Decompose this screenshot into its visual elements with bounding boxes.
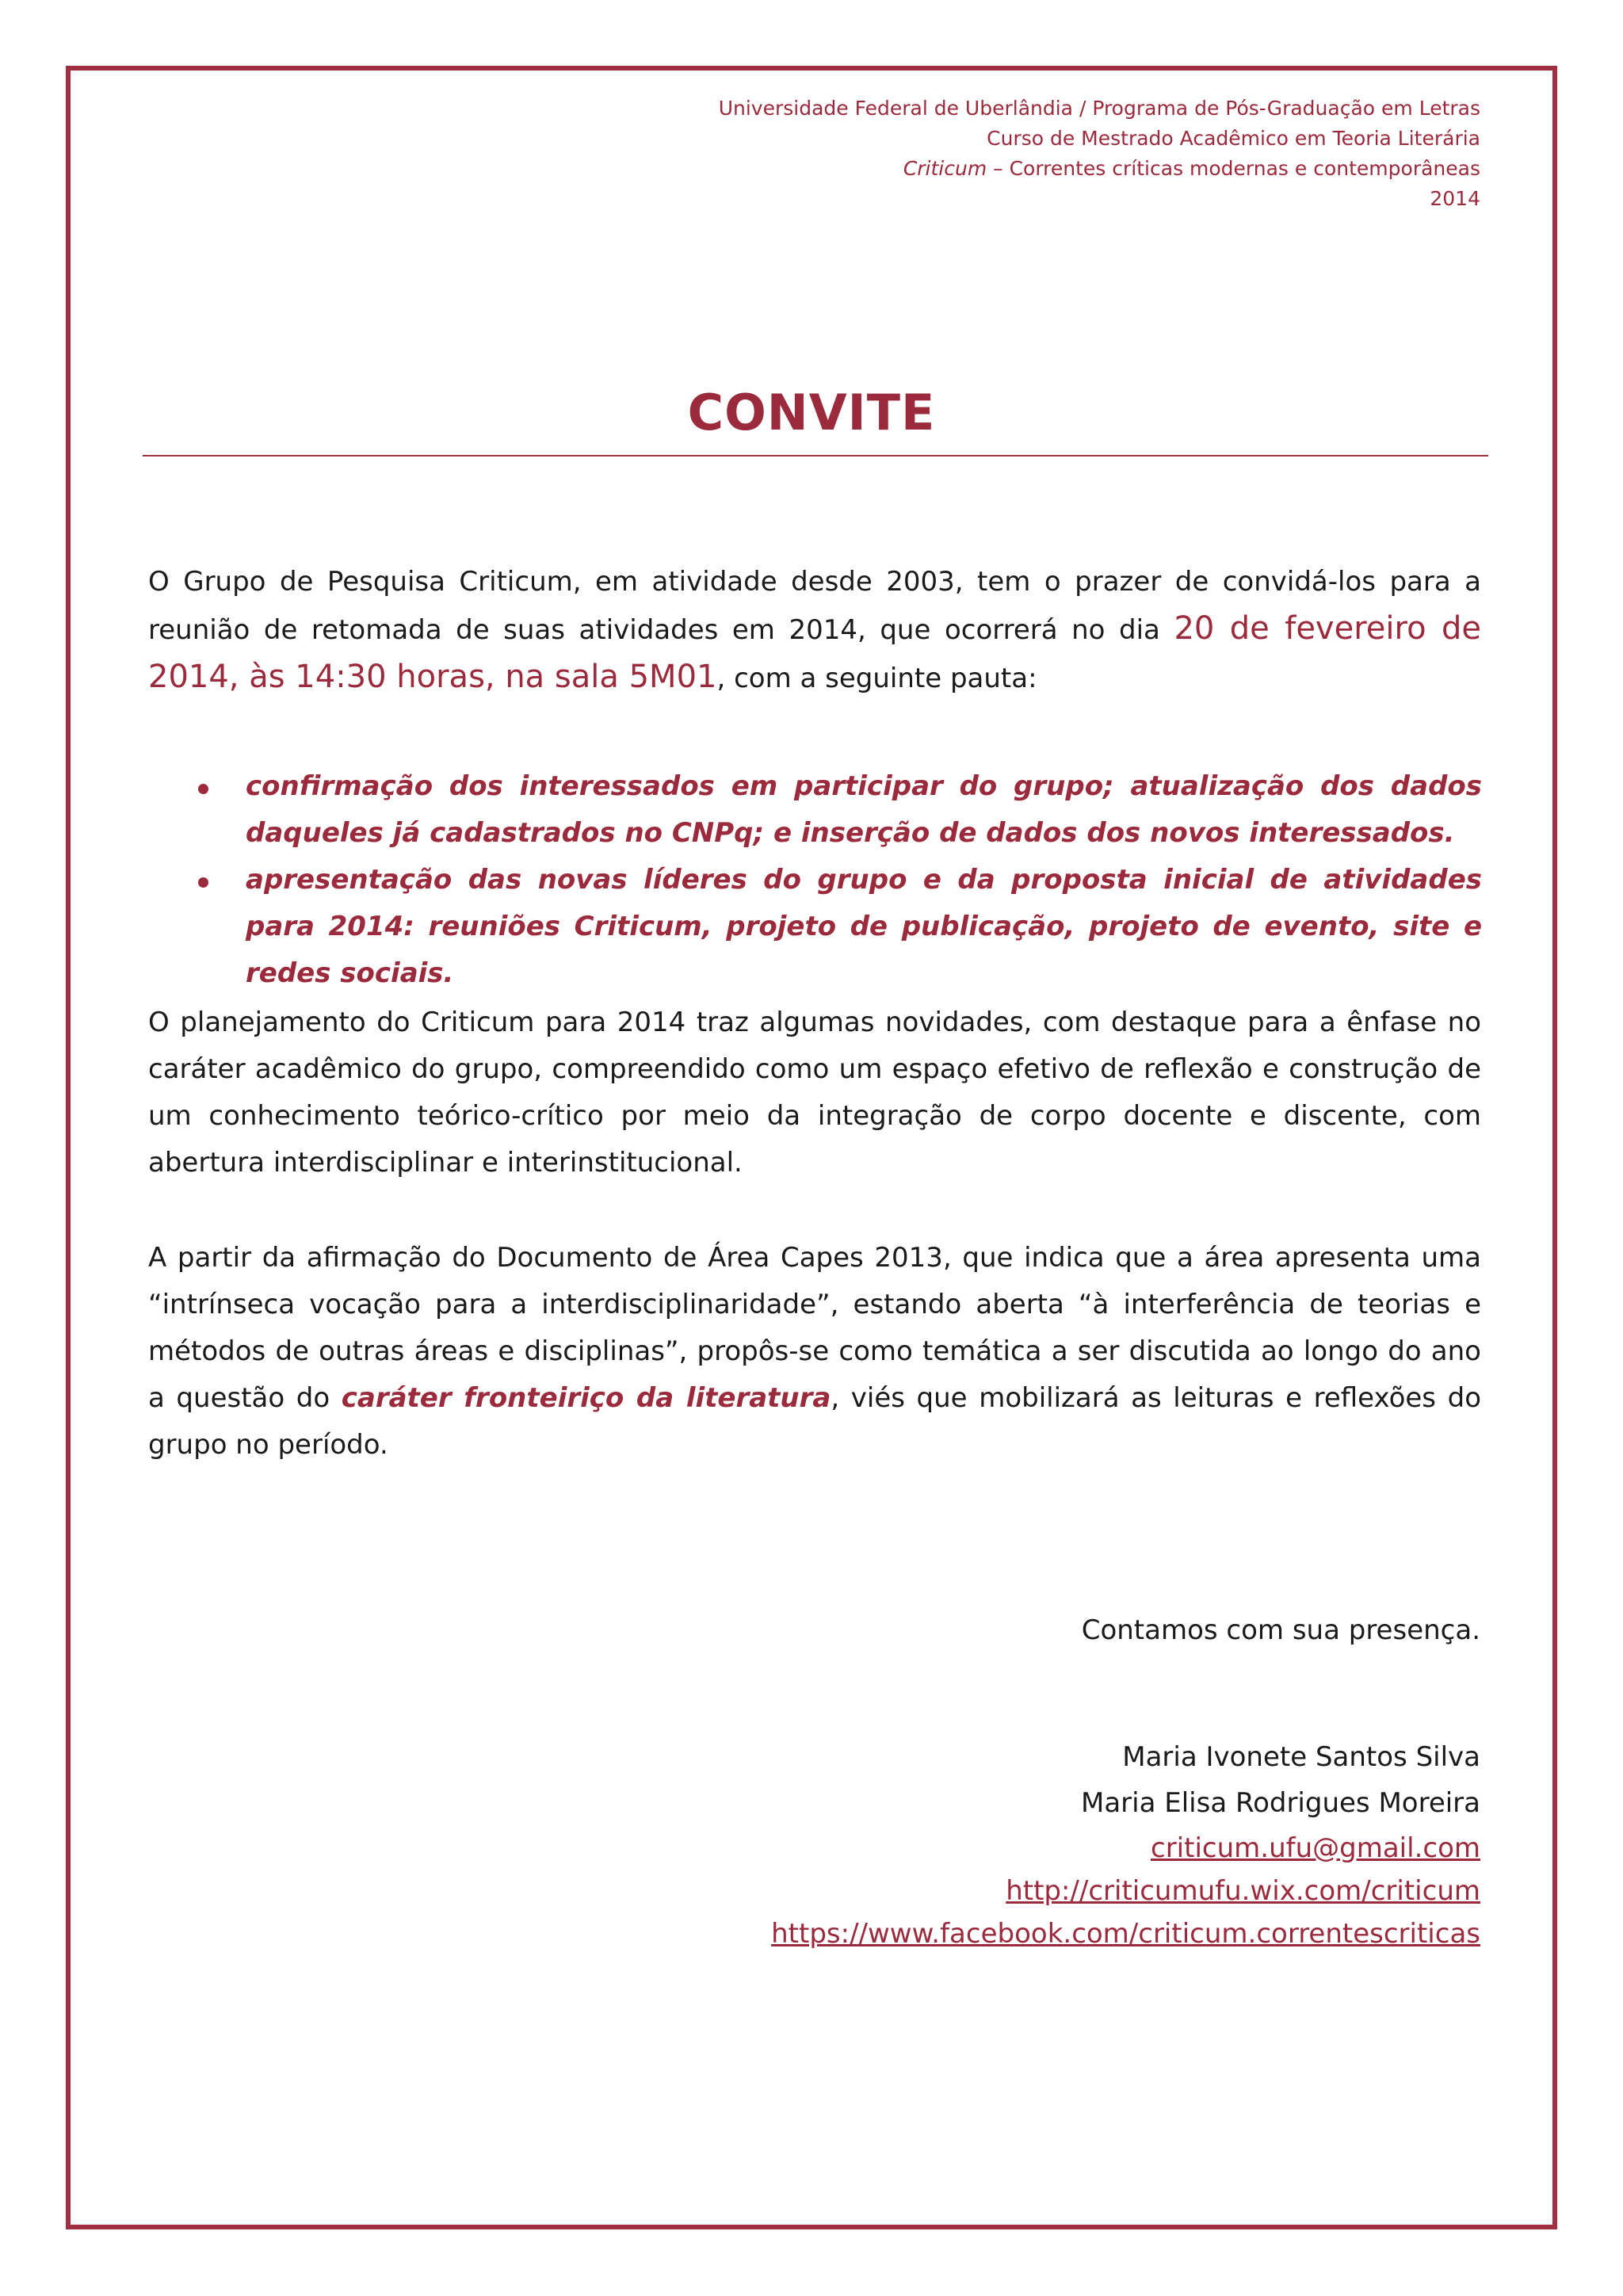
agenda-list	[198, 763, 1482, 997]
agenda-item	[198, 763, 1482, 857]
email-link[interactable]: criticum.ufu@gmail.com	[1151, 1832, 1480, 1864]
signatory-name: Maria Elisa Rodrigues Moreira	[1081, 1787, 1480, 1819]
bullet-icon	[198, 877, 208, 888]
title-divider	[143, 455, 1488, 457]
invitation-text: O Grupo de Pesquisa Criticum, em atividade desde 2003, tem o prazer de convidá-los para a reunião de retomada de suas atividades em 2014, que ocorrerá no dia	[148, 566, 1481, 646]
planning-paragraph: O planejamento do Criticum para 2014 traz algumas novidades, com destaque para a ênfase no caráter acadêmico do grupo, compreendido como um espaço efetivo de reflexão e construção de um conhecimento teórico-crítico por meio da integração de corpo docente e discente, com abertura interdisciplinar e interinstitucional.	[148, 1007, 1481, 1179]
header-university: Universidade Federal de Uberlândia / Programa de Pós-Graduação em Letras	[718, 97, 1480, 120]
header-discipline	[529, 154, 1480, 184]
facebook-link[interactable]: https://www.facebook.com/criticum.correntescriticas	[771, 1918, 1480, 1950]
invitation-paragraph	[148, 559, 1481, 702]
agenda-item-text: confirmação dos interessados em participar do grupo; atualização dos dados daqueles já cadastrados no CNPq; e inserção de dados dos novos interessados.	[246, 770, 1482, 849]
meeting-datetime: 20 de fevereiro de 2014, às 14:30 horas, na sala 5M01	[148, 610, 1481, 695]
header-year: 2014	[1430, 187, 1480, 210]
theme-paragraph	[148, 1235, 1481, 1469]
website-link[interactable]: http://criticumufu.wix.com/criticum	[1006, 1875, 1480, 1907]
header-discipline-name: Criticum	[903, 157, 987, 180]
theme-highlight: caráter fronteiriço da literatura	[341, 1382, 831, 1414]
signatory-name: Maria Ivonete Santos Silva	[1122, 1741, 1480, 1773]
closing-line: Contamos com sua presença.	[1081, 1614, 1480, 1646]
header-discipline-subtitle: – Correntes críticas modernas e contemporâneas	[987, 157, 1480, 180]
bullet-icon	[198, 784, 208, 794]
invitation-text-end: , com a seguinte pauta:	[716, 663, 1037, 694]
theme-text: A partir da afirmação do Documento de Área Capes 2013, que indica que a área apresenta uma “intrínseca vocação para a interdisciplinaridade”, estando aberta “à interferência de teorias e métodos de outras áreas e disciplinas”, propôs-se como temática a ser discutida ao longo do ano a questão do	[148, 1242, 1481, 1414]
signatures	[1081, 1734, 1480, 1826]
contact-links	[771, 1827, 1480, 1955]
header-course: Curso de Mestrado Acadêmico em Teoria Literária	[987, 127, 1480, 150]
theme-text-end: , viés que mobilizará as leituras e reflexões do grupo no período.	[148, 1382, 1481, 1461]
document-header	[529, 94, 1480, 214]
agenda-item	[198, 857, 1482, 997]
page-title: CONVITE	[687, 384, 936, 441]
agenda-item-text: apresentação das novas líderes do grupo e da proposta inicial de atividades para 2014: reuniões Criticum, projeto de publicação, projeto de evento, site e redes sociais.	[246, 864, 1482, 989]
